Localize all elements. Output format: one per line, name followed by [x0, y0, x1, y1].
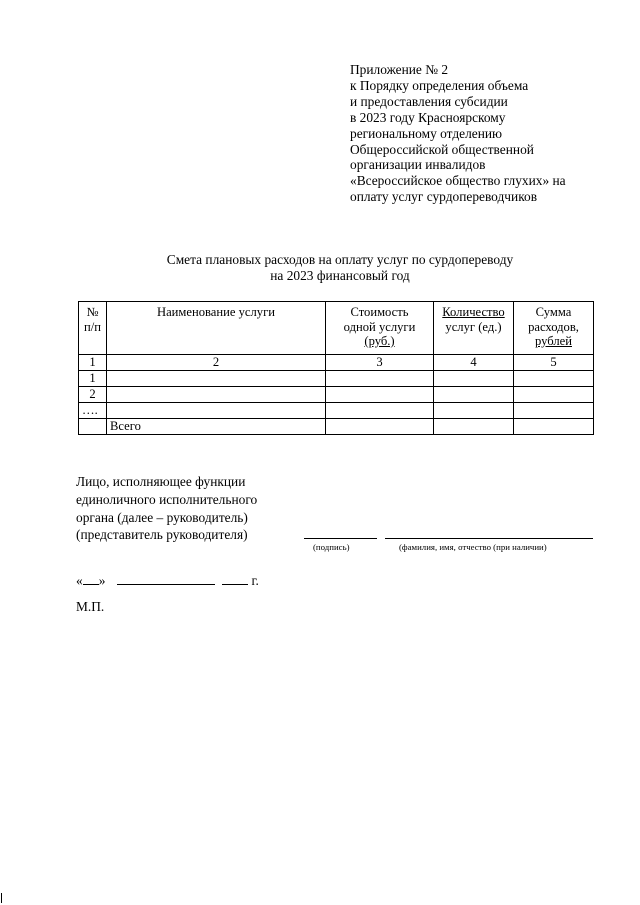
header-qty [434, 302, 514, 355]
month-blank [117, 572, 215, 585]
table-total-row [79, 419, 594, 435]
appendix-line: Общероссийской общественной [350, 141, 534, 157]
header-sum [514, 302, 594, 355]
signature-caption: (подпись) [313, 542, 350, 552]
table-row [79, 403, 594, 419]
stamp-place: М.П. [76, 599, 105, 614]
signatory-line: (представитель руководителя) [76, 527, 248, 543]
total-sum [514, 419, 594, 435]
appendix-line: «Всероссийское общество глухих» на [350, 173, 566, 189]
index-cell: 3 [326, 355, 434, 371]
row-num: 1 [79, 371, 107, 387]
appendix-header [350, 62, 620, 205]
total-cost [326, 419, 434, 435]
signature-line [304, 538, 377, 539]
appendix-line: к Порядку определения объема [350, 77, 529, 93]
estimate-table-wrap [78, 301, 594, 435]
row-name [107, 403, 326, 419]
header-qty-line: Количество [442, 305, 505, 319]
appendix-line: и предоставления субсидии [350, 93, 508, 109]
title-line-2: на 2023 финансовый год [270, 267, 410, 283]
appendix-line: организации инвалидов [350, 157, 486, 173]
index-cell: 5 [514, 355, 594, 371]
header-name: Наименование услуги [107, 302, 326, 355]
row-qty [434, 371, 514, 387]
table-header-row [79, 302, 594, 355]
total-qty [434, 419, 514, 435]
row-cost [326, 371, 434, 387]
page-edge-mark [1, 893, 8, 903]
header-cost-line: (руб.) [364, 334, 395, 348]
header-cost [326, 302, 434, 355]
header-sum-line: расходов, [528, 319, 579, 334]
table-index-row [79, 355, 594, 371]
row-cost [326, 403, 434, 419]
header-cost-line: одной услуги [343, 319, 416, 334]
full-name-line [385, 538, 593, 539]
estimate-table [78, 301, 594, 435]
appendix-line: региональному отделению [350, 125, 503, 141]
date-line [76, 572, 259, 589]
row-sum [514, 371, 594, 387]
table-row [79, 371, 594, 387]
year-suffix: г. [251, 573, 259, 588]
row-name [107, 387, 326, 403]
index-cell: 4 [434, 355, 514, 371]
document-title [60, 252, 620, 284]
header-sum-line: Сумма [535, 305, 572, 319]
row-name [107, 371, 326, 387]
day-blank [83, 572, 99, 585]
row-num: …. [79, 403, 107, 419]
row-qty [434, 403, 514, 419]
header-qty-line: услуг (ед.) [445, 319, 502, 334]
header-num [79, 302, 107, 355]
signatory-line: единоличного исполнительного [76, 491, 258, 507]
full-name-caption: (фамилия, имя, отчество (при наличии) [399, 542, 547, 552]
appendix-line: Приложение № 2 [350, 62, 449, 77]
header-num-line: № [86, 305, 99, 319]
signatory-line: Лицо, исполняющее функции [76, 474, 246, 489]
appendix-line: в 2023 году Красноярскому [350, 109, 506, 125]
date-close-quote: » [98, 573, 106, 588]
total-label: Всего [107, 419, 326, 435]
row-sum [514, 387, 594, 403]
header-sum-line: рублей [535, 334, 572, 348]
signatory-line: органа (далее – руководитель) [76, 509, 248, 525]
header-num-line: п/п [84, 319, 101, 334]
header-cost-line: Стоимость [350, 305, 409, 319]
date-open-quote: « [76, 573, 83, 588]
year-blank [222, 572, 248, 585]
row-qty [434, 387, 514, 403]
row-sum [514, 403, 594, 419]
row-num: 2 [79, 387, 107, 403]
total-num [79, 419, 107, 435]
index-cell: 2 [107, 355, 326, 371]
row-cost [326, 387, 434, 403]
title-line-1: Смета плановых расходов на оплату услуг по сурдопереводу [166, 252, 514, 267]
table-row [79, 387, 594, 403]
signatory-block [76, 473, 257, 544]
index-cell: 1 [79, 355, 107, 371]
appendix-line: оплату услуг сурдопереводчиков [350, 189, 538, 205]
